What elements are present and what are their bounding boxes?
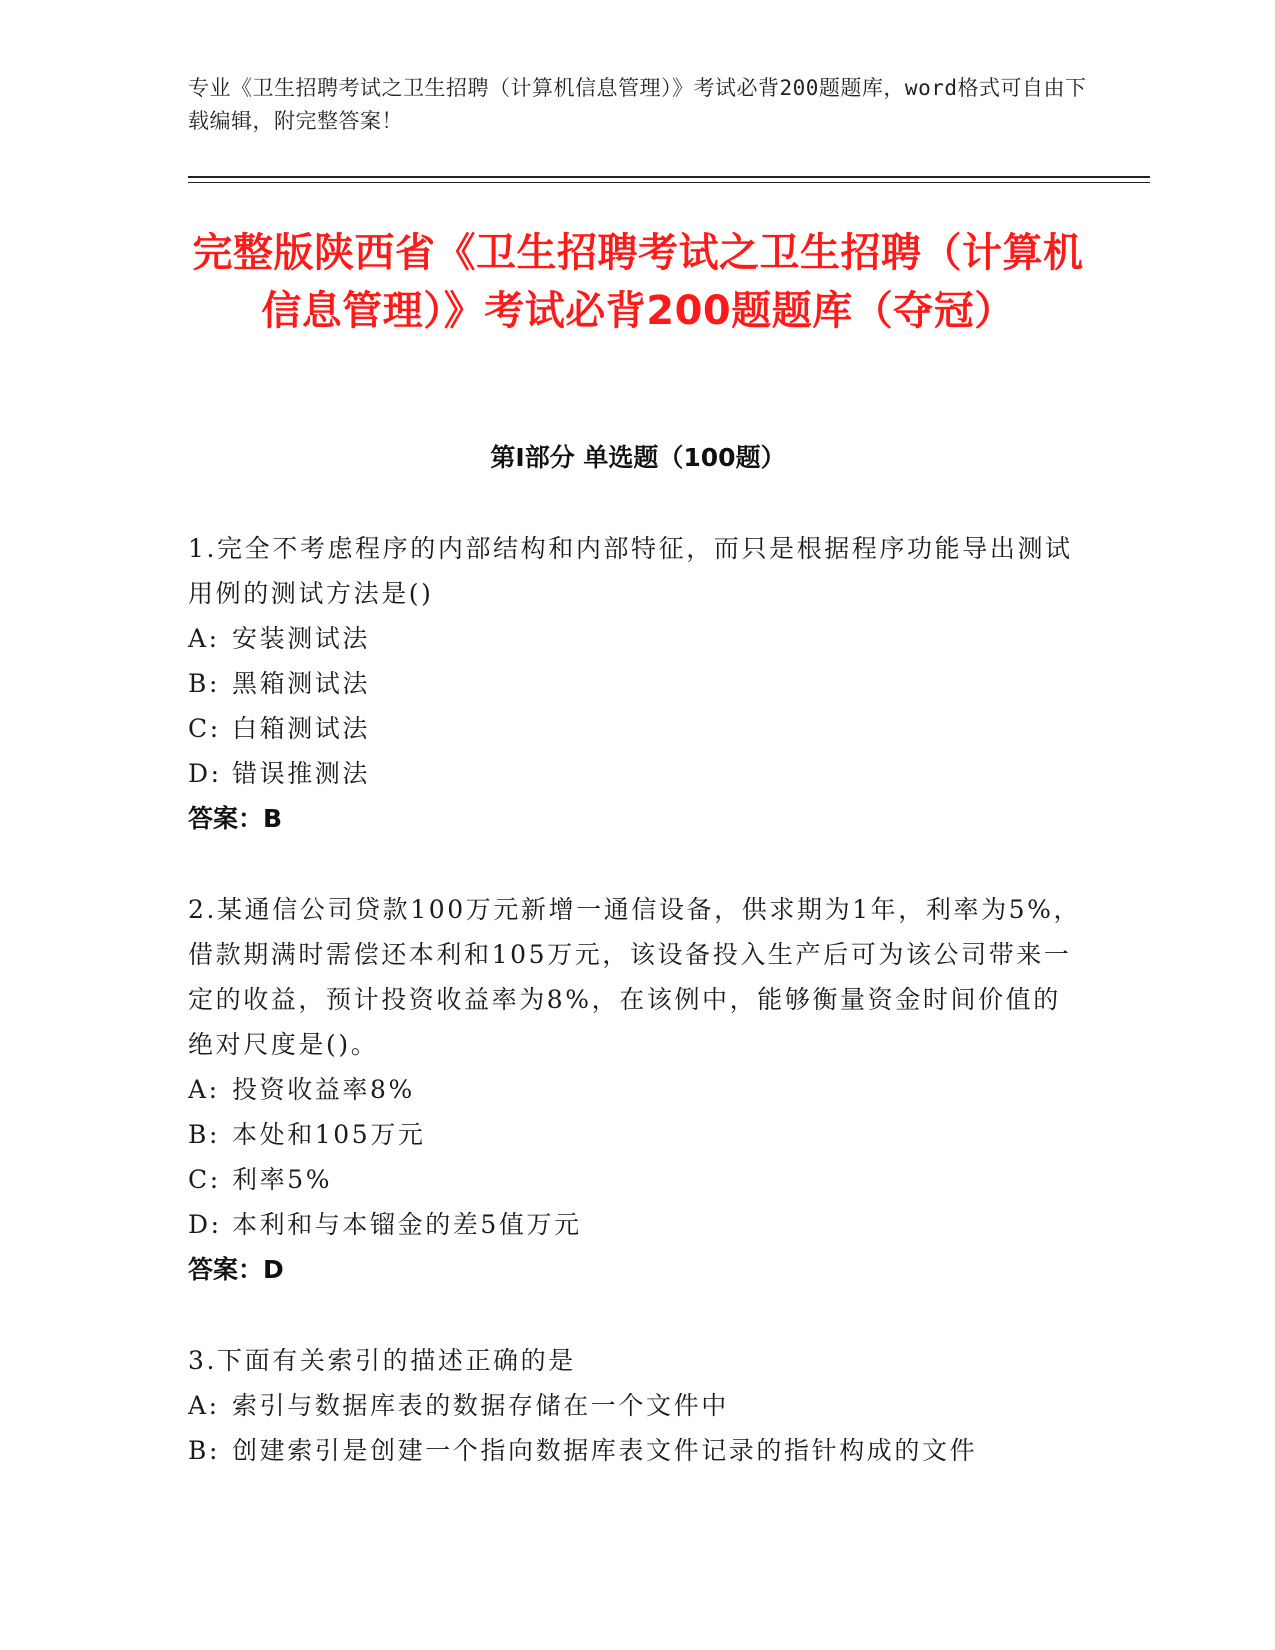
option-c [188,706,1088,751]
option-key: A: [188,1075,220,1104]
question-stem: 2.某通信公司贷款100万元新增一通信设备，供求期为1年，利率为5%，借款期满时需偿还本利和105万元，该设备投入生产后可为该公司带来一定的收益，预计投资收益率为8%，在该例中，能够衡量资金时间价值的绝对尺度是()。 [188,895,1082,1059]
option-a [188,616,1088,661]
option-text: 安装测试法 [232,624,371,653]
option-text: 本利和与本镏金的差5值万元 [232,1210,582,1239]
option-key: A: [188,1391,220,1420]
option-text: 索引与数据库表的数据存储在一个文件中 [232,1391,729,1420]
header-note: 专业《卫生招聘考试之卫生招聘（计算机信息管理）》考试必背200题题库，word格式可自由下载编辑，附完整答案！ [188,76,1087,133]
question-stem: 1.完全不考虑程序的内部结构和内部特征，而只是根据程序功能导出测试用例的测试方法是() [188,534,1073,608]
option-d [188,751,1088,796]
document-title: 完整版陕西省《卫生招聘考试之卫生招聘（计算机信息管理）》考试必背200题题库（夺冠） [192,230,1084,334]
question-stem: 3.下面有关索引的描述正确的是 [188,1346,576,1375]
option-key: A: [188,624,220,653]
option-b [188,1112,1088,1157]
answer-label: 答案： [188,804,264,833]
option-text: 投资收益率8% [232,1075,415,1104]
answer-line [188,1247,1088,1292]
question-3 [188,1338,1088,1473]
option-a [188,1383,1088,1428]
answer-label: 答案： [188,1255,264,1284]
section-title: 第Ⅰ部分 单选题（100题） [490,443,786,472]
option-text: 利率5% [232,1165,333,1194]
option-key: D: [188,759,222,788]
option-text: 本处和105万元 [232,1120,426,1149]
option-key: C: [188,1165,221,1194]
option-key: C: [188,714,221,743]
option-key: B: [188,1120,220,1149]
option-text: 白箱测试法 [232,714,371,743]
option-c [188,1157,1088,1202]
option-a [188,1067,1088,1112]
answer-line [188,796,1088,841]
option-key: B: [188,1436,220,1465]
question-list [188,526,1088,1519]
question-1 [188,526,1088,841]
question-2 [188,887,1088,1292]
option-key: B: [188,669,220,698]
option-text: 错误推测法 [232,759,371,788]
answer-value: D [263,1255,284,1284]
option-b [188,661,1088,706]
option-text: 创建索引是创建一个指向数据库表文件记录的指针构成的文件 [232,1436,978,1465]
option-key: D: [188,1210,222,1239]
option-d [188,1202,1088,1247]
header-divider-thick [188,176,1150,178]
option-b [188,1428,1088,1473]
header-divider-thin [188,182,1150,183]
option-text: 黑箱测试法 [232,669,371,698]
answer-value: B [263,804,283,833]
